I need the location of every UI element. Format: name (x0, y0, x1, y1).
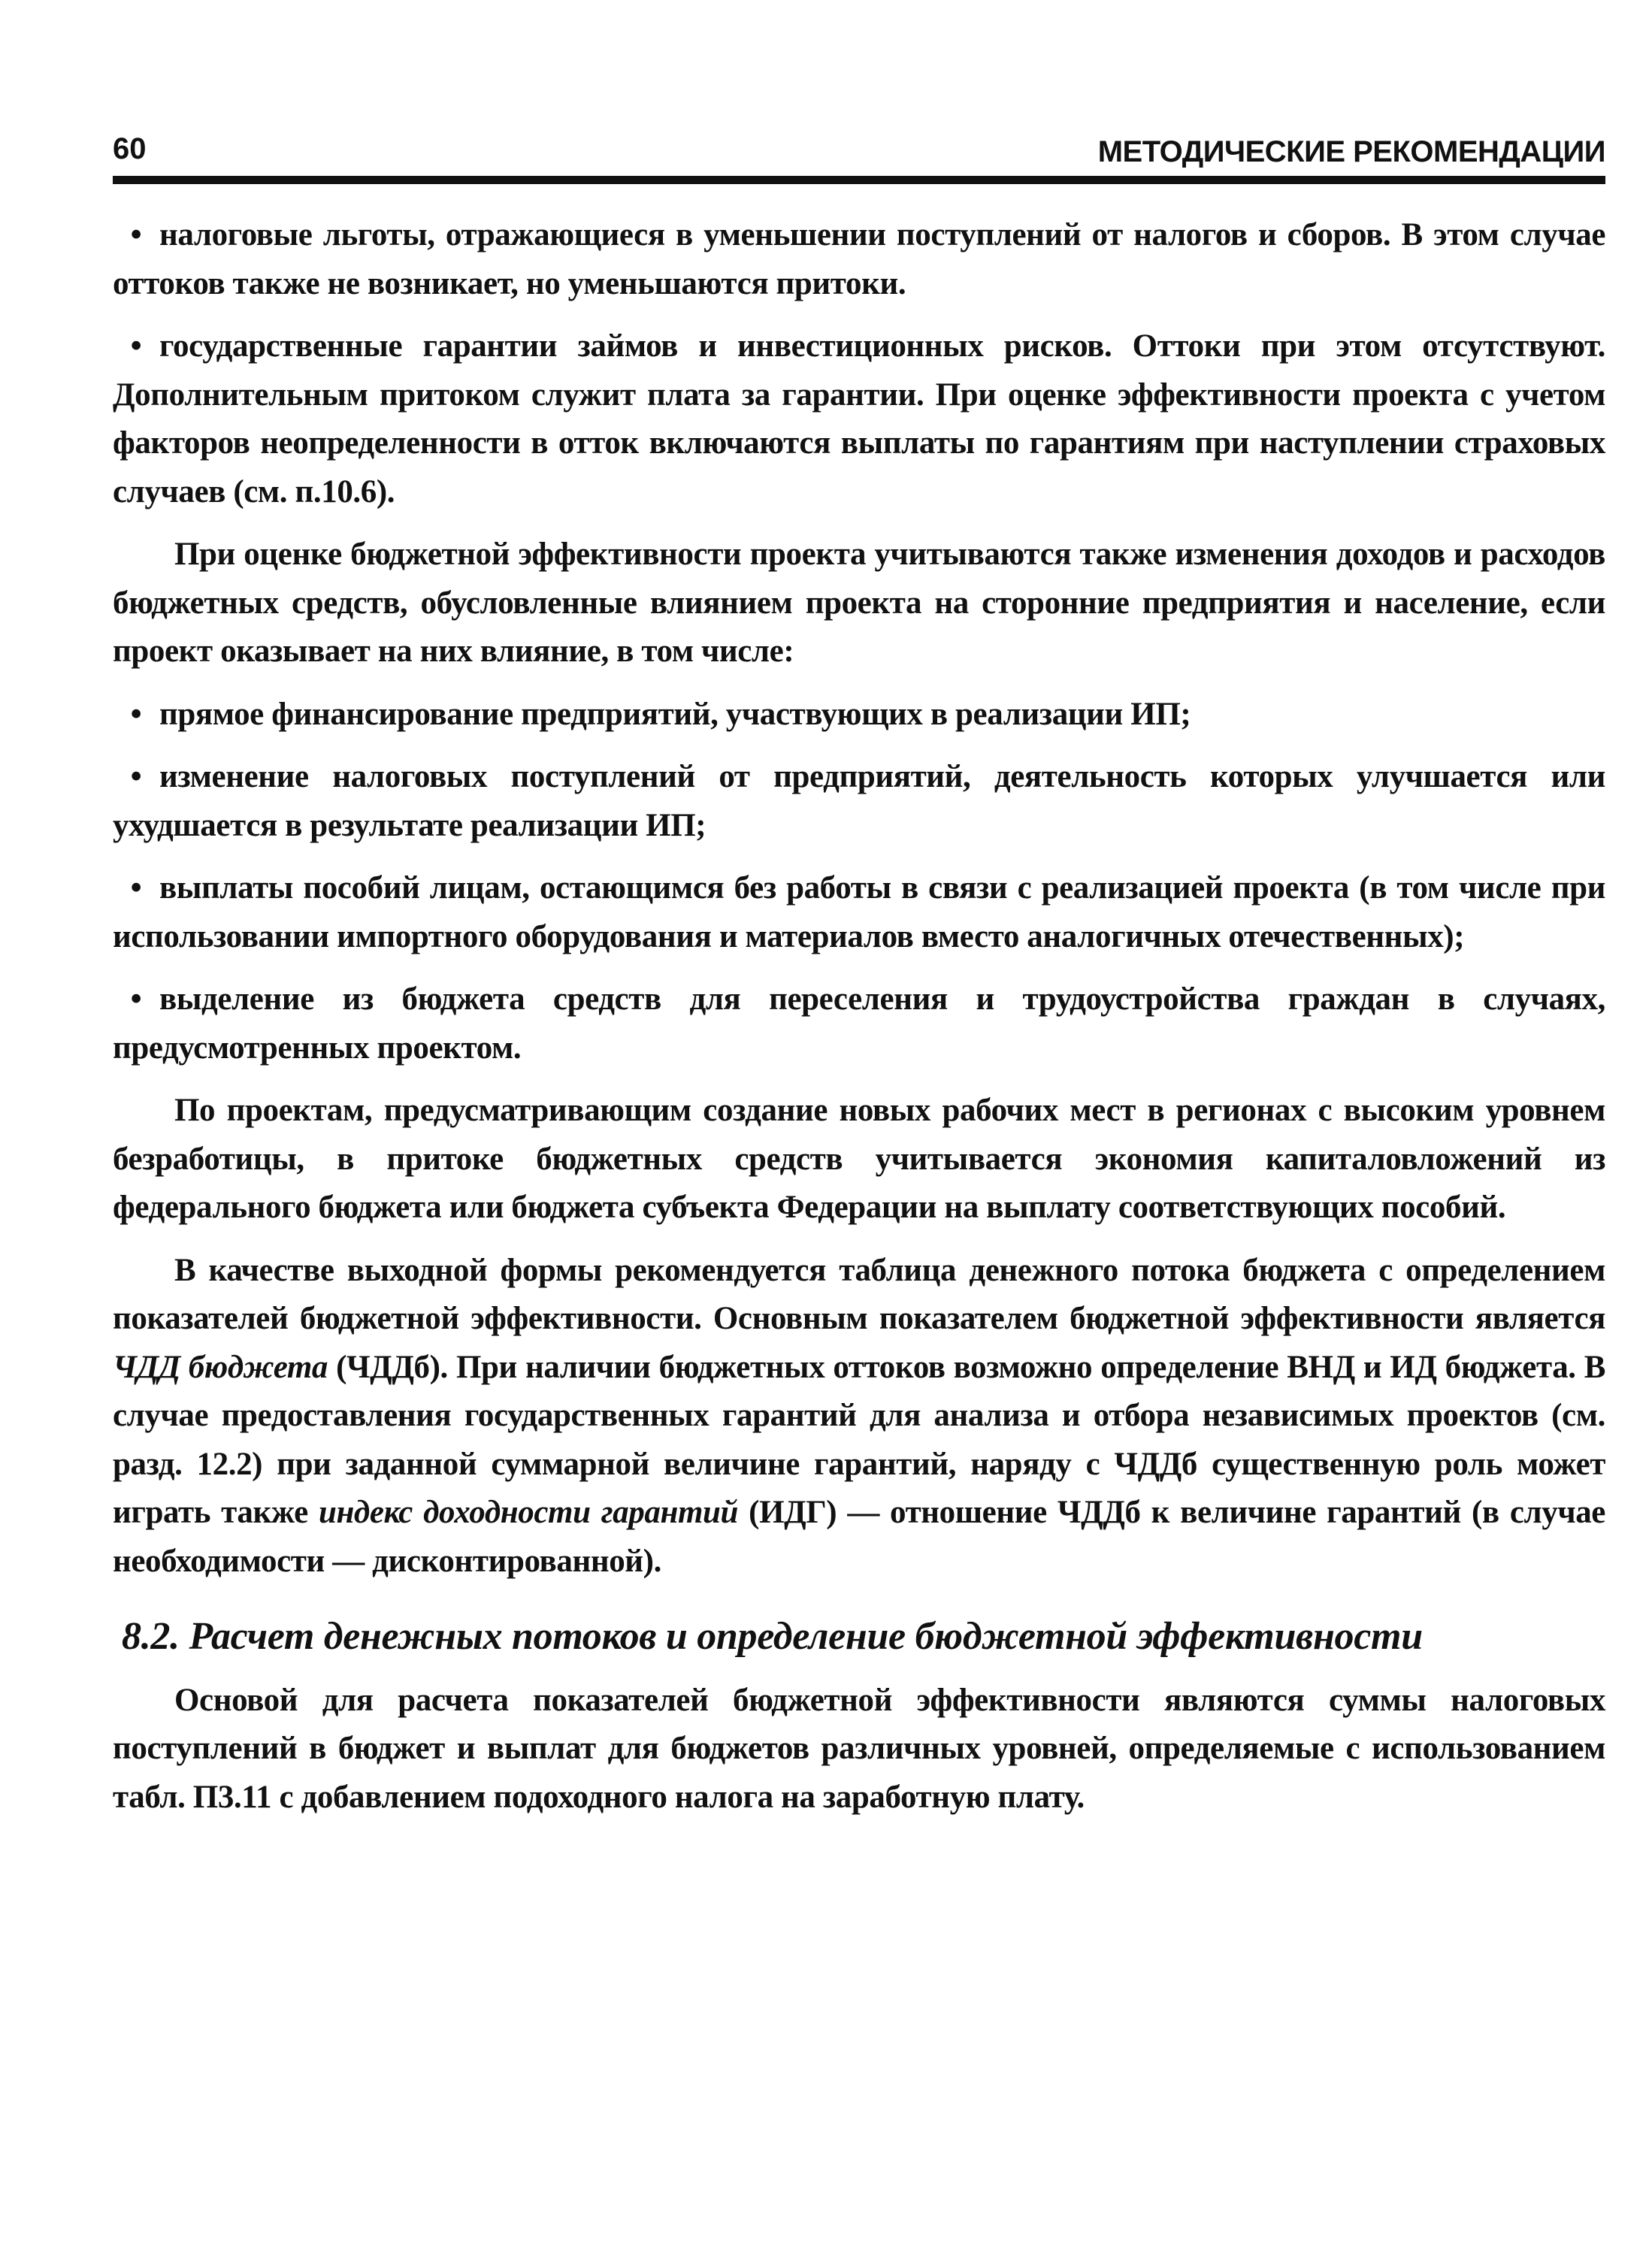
list-item (113, 691, 1605, 739)
running-title: МЕТОДИЧЕСКИЕ РЕКОМЕНДАЦИИ (1097, 135, 1605, 168)
paragraph-text: В качестве выходной формы рекомендуется таблица денежного потока бюджета с определением показателей бюджетной эффективности. Основным показателем бюджетной эффективности является (113, 1252, 1605, 1336)
term-profitability-index: индекс доходности гарантий (318, 1495, 739, 1530)
list-item-text: изменение налоговых поступлений от предприятий, деятельность которых улучшается или ухудшается в результате реализации ИП; (113, 759, 1605, 843)
bullet-icon: • (130, 328, 142, 364)
bullet-icon: • (130, 217, 142, 253)
list-item (113, 211, 1605, 308)
paragraph (113, 1247, 1605, 1586)
list-item (113, 322, 1605, 516)
bullet-icon: • (130, 696, 142, 732)
list-item (113, 864, 1605, 961)
bullet-icon: • (130, 759, 142, 794)
paragraph: Основой для расчета показателей бюджетной эффективности являются суммы налоговых поступлений в бюджет и выплат для бюджетов различных уровней, определяемые с использованием табл. П3.11 с добавлением подоходного налога на заработную плату. (113, 1682, 1605, 1815)
body-text (113, 211, 1605, 1822)
document-page (113, 126, 1605, 1836)
page-number: 60 (113, 132, 147, 165)
list-item (113, 975, 1605, 1072)
list-item-text: налоговые льготы, отражающиеся в уменьшении поступлений от налогов и сборов. В этом случае оттоков также не возникает, но уменьшаются притоки. (113, 217, 1605, 301)
list-item-text: выплаты пособий лицам, остающимся без работы в связи с реализацией проекта (в том числе при использовании импортного оборудования и материалов вместо аналогичных отечественных); (113, 870, 1605, 954)
running-header (113, 126, 1605, 171)
paragraph-text: (ЧДДб). При наличии бюджетных оттоков возможно определение ВНД и ИД бюджета. В случае предоставления государственных гарантий для анализа и отбора независимых проектов (см. разд. 12.2) при заданной суммарной величине гарантий, наряду с ЧДДб существенную роль может играть также (113, 1349, 1605, 1530)
paragraph: По проектам, предусматривающим создание новых рабочих мест в регионах с высоким уровнем безработицы, в притоке бюджетных средств учитывается экономия капиталовложений из федерального бюджета или бюджета субъекта Федерации на выплату соответствующих пособий. (113, 1093, 1605, 1225)
header-rule (113, 176, 1605, 184)
bullet-icon: • (130, 870, 142, 906)
bullet-icon: • (130, 981, 142, 1017)
list-item-text: государственные гарантии займов и инвестиционных рисков. Оттоки при этом отсутствуют. Дополнительным притоком служит плата за гарантии. При оценке эффективности проекта с учетом факторов неопределенности в отток включаются выплаты по гарантиям при наступлении страховых случаев (см. п.10.6). (113, 328, 1605, 510)
paragraph: При оценке бюджетной эффективности проекта учитываются также изменения доходов и расходов бюджетных средств, обусловленные влиянием проекта на сторонние предприятия и население, если проект оказывает на них влияние, в том числе: (113, 537, 1605, 669)
term-chdd-budget: ЧДД бюджета (113, 1349, 328, 1385)
list-item-text: выделение из бюджета средств для переселения и трудоустройства граждан в случаях, предусмотренных проектом. (113, 981, 1605, 1066)
section-heading: 8.2. Расчет денежных потоков и определение бюджетной эффективности (122, 1615, 1423, 1658)
list-item (113, 753, 1605, 850)
list-item-text: прямое финансирование предприятий, участвующих в реализации ИП; (159, 696, 1191, 732)
paragraph-text: (ИДГ) — отношение ЧДДб к величине гарантий (в случае необходимости — дисконтированной). (113, 1495, 1605, 1579)
